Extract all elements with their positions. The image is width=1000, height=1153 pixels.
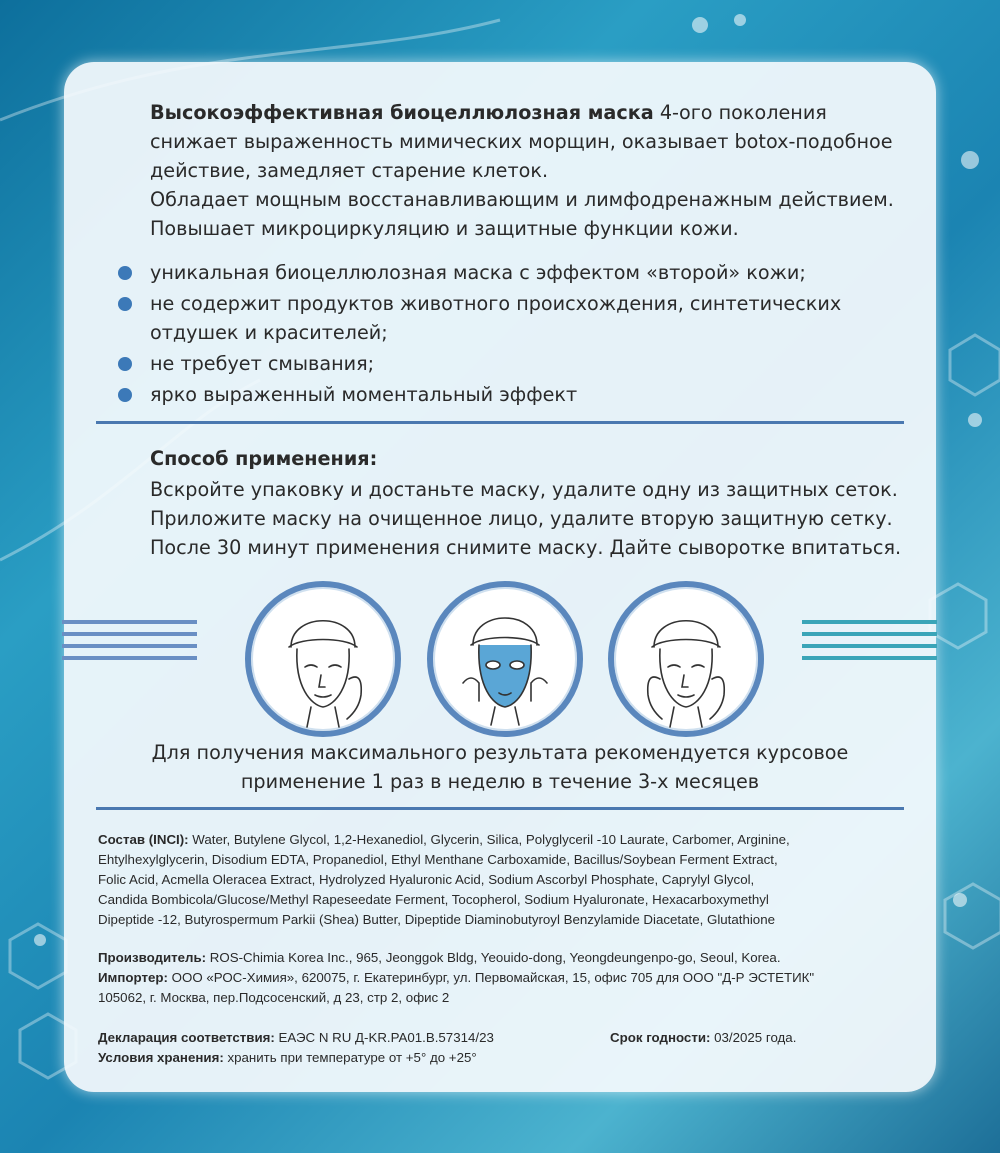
importer-value: ООО «РОС-Химия», 620075, г. Екатеринбург, ул. Первомайская, 15, офис 705 для ООО "Д-Р ЭСТЕТИК" — [167, 970, 815, 985]
bullet-dot-icon — [118, 357, 132, 371]
intro-title: Высокоэффективная биоцеллюлозная маска — [150, 101, 654, 124]
intro-line1-rest: 4-ого поколения — [653, 101, 827, 124]
face-mask-icon — [433, 587, 577, 731]
bullet-dot-icon — [118, 297, 132, 311]
intro-line3: действие, замедляет старение клеток. — [150, 159, 549, 182]
recommendation-line2: применение 1 раз в неделю в течение 3-х месяцев — [240, 770, 760, 793]
composition-label: Состав (INCI): — [98, 832, 189, 847]
intro-paragraph — [150, 98, 940, 243]
shelf-life-block — [610, 1028, 910, 1048]
method-heading: Способ применения: — [150, 447, 378, 470]
benefits-list — [118, 258, 918, 411]
step-3-circle — [608, 581, 764, 737]
list-item: не требует смывания; — [118, 349, 918, 378]
recommendation-text — [130, 738, 870, 796]
intro-line4: Обладает мощным восстанавливающим и лимфодренажным действием. — [150, 188, 894, 211]
bullet-dot-icon — [118, 266, 132, 280]
method-line1: Вскройте упаковку и достаньте маску, удалите одну из защитных сеток. — [150, 478, 898, 501]
step-1-circle — [245, 581, 401, 737]
declaration-value: ЕАЭС N RU Д-KR.PA01.B.57314/23 — [274, 1030, 494, 1045]
recommendation-line1: Для получения максимального результата рекомендуется курсовое — [151, 741, 849, 764]
method-line3: После 30 минут применения снимите маску. Дайте сыворотке впитаться. — [150, 536, 902, 559]
divider — [96, 807, 904, 810]
storage-value: хранить при температуре от +5° до +25° — [223, 1050, 477, 1065]
declaration-label: Декларация соответствия: — [98, 1030, 275, 1045]
face-before-icon — [251, 587, 395, 731]
declaration-block — [98, 1028, 598, 1068]
method-line2: Приложите маску на очищенное лицо, удалите вторую защитную сетку. — [150, 507, 893, 530]
list-item: уникальная биоцеллюлозная маска с эффектом «второй» кожи; — [118, 258, 918, 287]
list-item: не содержит продуктов животного происхождения, синтетических отдушек и красителей; — [118, 289, 870, 347]
method-text — [150, 475, 950, 562]
shelf-life-label: Срок годности: — [610, 1030, 711, 1045]
right-stripes — [802, 620, 937, 668]
list-item: ярко выраженный моментальный эффект — [118, 380, 918, 409]
storage-label: Условия хранения: — [98, 1050, 224, 1065]
importer-label: Импортер: — [98, 970, 168, 985]
left-stripes — [62, 620, 197, 668]
intro-line5: Повышает микроциркуляцию и защитные функции кожи. — [150, 217, 739, 240]
manufacturer-label: Производитель: — [98, 950, 207, 965]
manufacturer-block — [98, 948, 928, 1008]
intro-line2: снижает выраженность мимических морщин, оказывает botox-подобное — [150, 130, 893, 153]
composition-block: Состав (INCI): Water, Butylene Glycol, 1,2-Hexanediol, Glycerin, Silica, Polyglyceril -10 Laurate, Carbomer, Arginine, Ehtylhexylglycerin, Disodium EDTA, Propanediol, Ethyl Menthane Carboxamide, Bacillus/Soybean Ferment Extract, Folic Acid, Acmella Oleracea Extract, Hydrolyzed Hyaluronic Acid, Sodium Ascorbyl Phosphate, Caprylyl Glycol, Candida Bombicola/Glucose/Methyl Rapeseedate Ferment, Tocopherol, Sodium Hyaluronate, Hexacarboxymethyl Dipeptide -12, Butyrospermum Parkii (Shea) Butter, Dipeptide Diaminobutyroyl Benzylamide Diacetate, Glutathione — [98, 832, 790, 927]
importer-address: 105062, г. Москва, пер.Подсосенский, д 23, стр 2, офис 2 — [98, 990, 450, 1005]
manufacturer-value: ROS-Chimia Korea Inc., 965, Jeonggok Bldg, Yeouido-dong, Yeongdeungenpo-go, Seoul, Korea. — [206, 950, 781, 965]
divider — [96, 421, 904, 424]
shelf-life-value: 03/2025 года. — [710, 1030, 797, 1045]
step-2-circle — [427, 581, 583, 737]
bullet-dot-icon — [118, 388, 132, 402]
face-after-icon — [614, 587, 758, 731]
